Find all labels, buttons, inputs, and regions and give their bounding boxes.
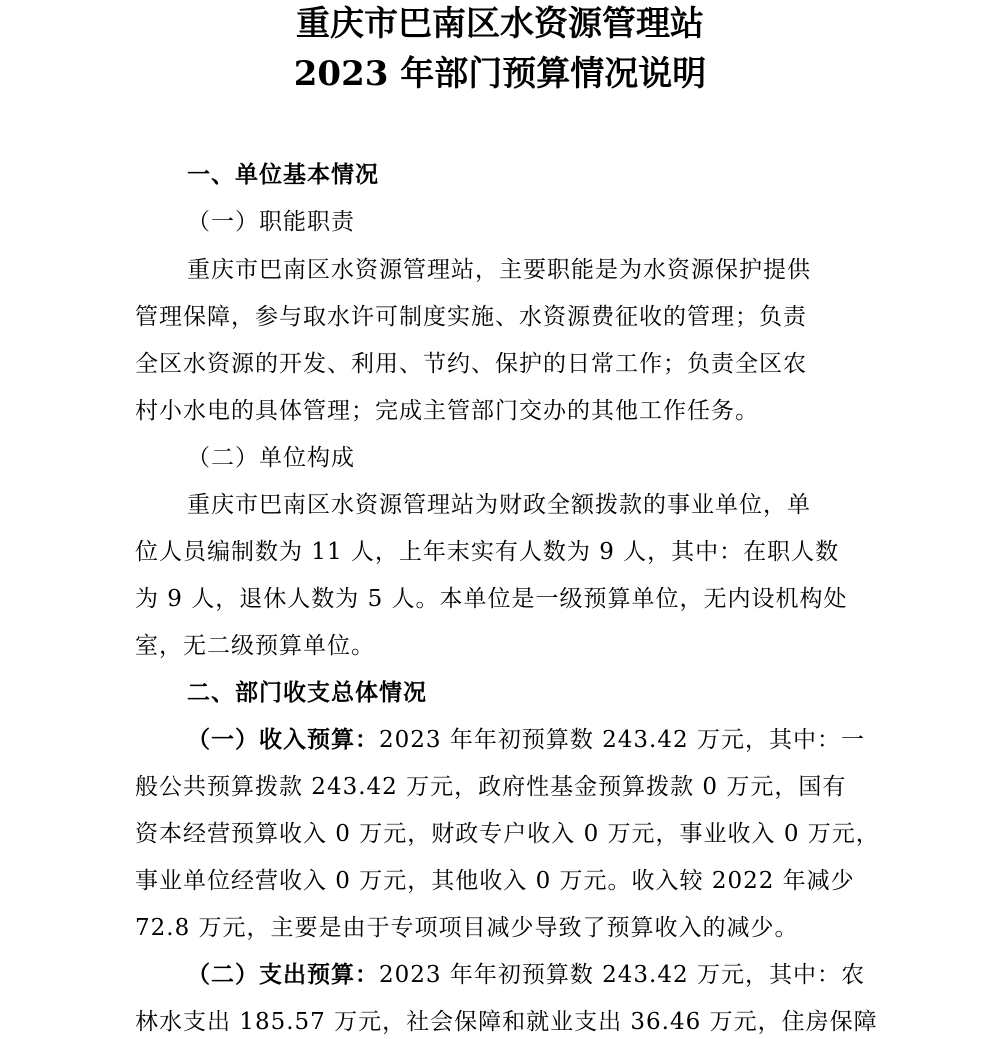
income-budget-label: （一）收入预算： (187, 726, 379, 753)
paragraph-line: 72.8 万元，主要是由于专项项目减少导致了预算收入的减少。 (135, 915, 799, 941)
paragraph-line: 重庆市巴南区水资源管理站为财政全额拨款的事业单位，单 (187, 492, 811, 518)
paragraph-line: 事业单位经营收入 0 万元，其他收入 0 万元。收入较 2022 年减少 (135, 868, 855, 894)
paragraph-line: 林水支出 185.57 万元，社会保障和就业支出 36.46 万元，住房保障 (135, 1009, 878, 1035)
paragraph-line: 管理保障，参与取水许可制度实施、水资源费征收的管理；负责 (135, 304, 807, 330)
section-1-1-heading: （一）职能职责 (187, 209, 355, 235)
paragraph-line: 室，无二级预算单位。 (135, 633, 375, 659)
section-1-2-heading: （二）单位构成 (187, 445, 355, 471)
paragraph-line: 资本经营预算收入 0 万元，财政专户收入 0 万元，事业收入 0 万元， (135, 821, 880, 847)
income-budget-line (187, 725, 865, 755)
expense-budget-line (187, 960, 865, 990)
paragraph-line: 全区水资源的开发、利用、节约、保护的日常工作；负责全区农 (135, 351, 807, 377)
document-title-line-1: 重庆市巴南区水资源管理站 (296, 4, 704, 44)
expense-budget-label: （二）支出预算： (187, 961, 379, 988)
document-title-line-2: 2023 年部门预算情况说明 (293, 54, 707, 94)
paragraph-line: 村小水电的具体管理；完成主管部门交办的其他工作任务。 (135, 398, 759, 424)
paragraph-line: 般公共预算拨款 243.42 万元，政府性基金预算拨款 0 万元，国有 (135, 774, 847, 800)
section-1-heading: 一、单位基本情况 (187, 161, 379, 188)
paragraph-line: 重庆市巴南区水资源管理站，主要职能是为水资源保护提供 (187, 257, 811, 283)
section-2-heading: 二、部门收支总体情况 (187, 679, 427, 706)
paragraph-line: 位人员编制数为 11 人，上年末实有人数为 9 人，其中：在职人数 (135, 539, 840, 565)
income-budget-text: 2023 年年初预算数 243.42 万元，其中：一 (379, 727, 865, 753)
paragraph-line: 为 9 人，退休人数为 5 人。本单位是一级预算单位，无内设机构处 (135, 586, 848, 612)
expense-budget-text: 2023 年年初预算数 243.42 万元，其中：农 (379, 962, 865, 988)
